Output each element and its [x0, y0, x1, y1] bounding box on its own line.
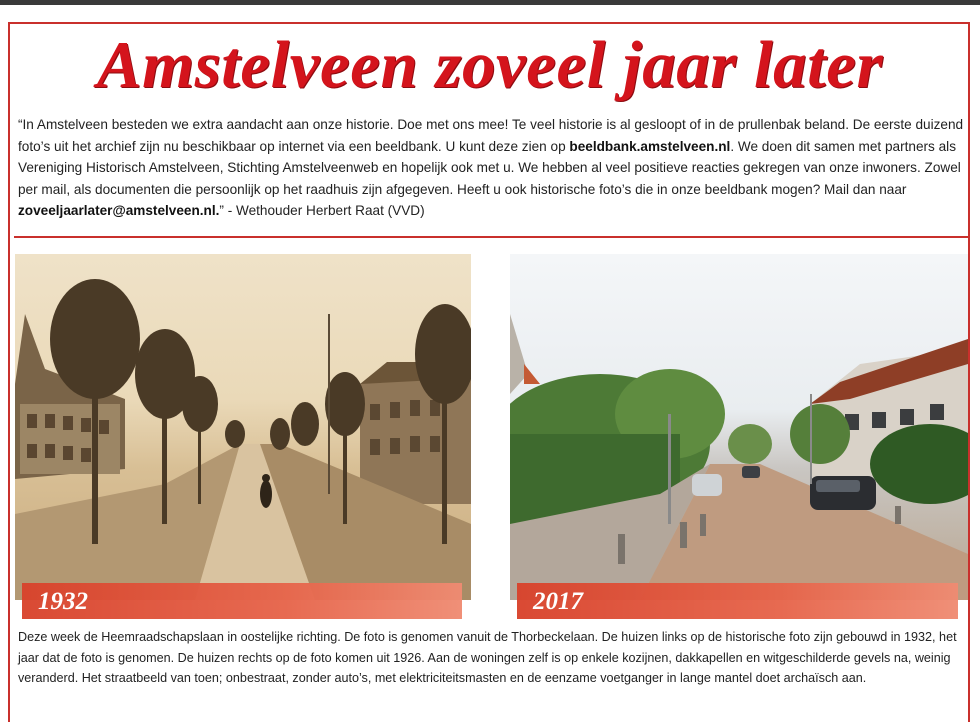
- year-band-new: [517, 583, 958, 619]
- intro-paragraph: [18, 114, 968, 222]
- email-link[interactable]: zoveeljaarlater@amstelveen.nl.: [18, 203, 220, 218]
- year-label-new: 2017: [533, 588, 583, 615]
- section-divider: [14, 236, 968, 238]
- historic-photo-drawing: [15, 254, 471, 600]
- intro-text-1: “In Amstelveen besteden we extra aandacht aan onze historie. Doe met ons mee! Te veel historie is al gesloopt of in de prullenbak beland. De eerste duizend foto’s uit het archief zijn nu beschikbaar op internet via een beeldbank. U kunt deze zien op: [18, 117, 964, 154]
- year-label-old: 1932: [38, 588, 88, 615]
- historic-photo: [15, 254, 471, 600]
- modern-photo: [510, 254, 968, 600]
- photo-caption: Deze week de Heemraadschapslaan in oostelijke richting. De foto is genomen vanuit de Thorbeckelaan. De huizen links op de historische foto zijn gebouwd in 1932, het jaar dat de foto is genomen. De huizen rechts op de foto komen uit 1926. Aan de woningen zelf is op enkele kozijnen, dakkapellen en witgeschilderde gevels na, weinig veranderd. Het straatbeeld van toen; onbestraat, zonder auto’s, met elektriciteitsmasten en de eenzame voetganger in lange mantel doet archaïsch aan.: [18, 630, 957, 685]
- beeldbank-link[interactable]: beeldbank.amstelveen.nl: [569, 138, 731, 154]
- intro-text-2: . We doen dit samen met partners als Vereniging Historisch Amstelveen, Stichting Amstelveenweb en hopelijk ook met u. We hebben al veel positieve reacties gekregen van onze inwoners. Zowel per mail, als documenten die persoonlijk op het raadhuis zijn afgegeven. Heeft u ook historische foto’s die in onze beeldbank mogen? Mail dan naar: [18, 138, 961, 197]
- intro-text-3: ” - Wethouder Herbert Raat (VVD): [219, 203, 425, 218]
- top-rule: [0, 0, 980, 5]
- headline: Amstelveen zoveel jaar later: [96, 28, 884, 102]
- modern-photo-drawing: [510, 254, 968, 600]
- year-band-old: [22, 583, 462, 619]
